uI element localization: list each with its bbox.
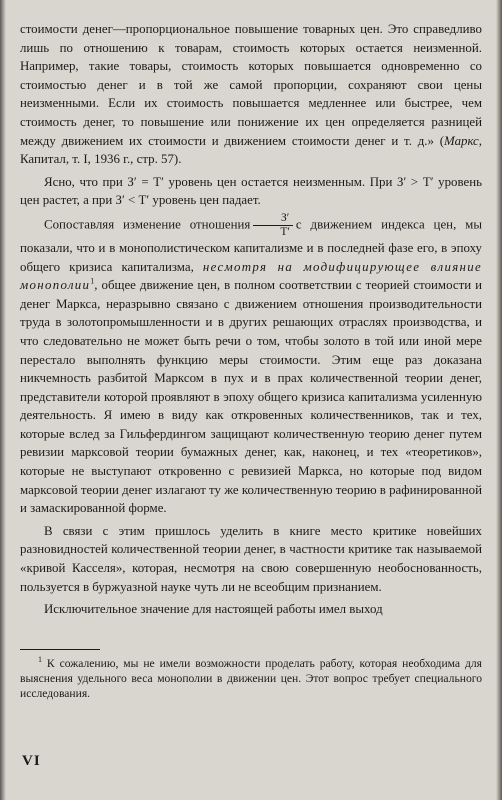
page-number: VI (22, 753, 41, 769)
paragraph-3-lead: Сопоставляя изменение отношения (44, 217, 251, 232)
fraction-denominator: Т′ (280, 225, 290, 238)
paragraph-3-continuation: , общее движение цен, в полном соответствии с теорией стоимости и денег Маркса, неразрывно связано с движением отношения производительности труда в золотопромышленности и в других решающих отраслях производства, и что следовательно не может быть речи о том, чтобы золото в той или иной мере перестало выполнять функцию меры стоимости. Этим еще раз доказана никчемность разбитой Марксом в пух и в прах количественной теории денег, представители которой проявляют в эпоху общего кризиса капитализма усиленную деятельность. Я имею в виду как откровенных количественников, так и тех, которые вслед за Гильфердингом защищают количественную теорию денег путем ревизии марксовой теории бумажных денег, как, наконец, и тех «теоретиков», которые не выступают откровенно с ревизией Маркса, но которые под видом марксовой теории денег излагают ту же количественную теорию в рафинированной и замаскированной форме. (20, 278, 482, 516)
paragraph-4-text: В связи с этим пришлось уделить в книге место критике новейших разновидностей количественной теории денег, в частности критике так называемой «кривой Касселя», которая, несмотря на свою совершенную необоснованность, пользуется в буржуазной науке чуть ли не всеобщим признанием. (20, 523, 482, 594)
footnote (20, 656, 482, 701)
paragraph-2-text: Ясно, что при З′ = Т′ уровень цен остается неизменным. При З′ > Т′ уровень цен растет, а при З′ < Т′ уровень цен падает. (20, 174, 482, 208)
citation-source: , Капитал, т. I, 1936 г., стр. 57). (20, 133, 482, 167)
citation-author: Маркс (444, 133, 479, 148)
fraction-numerator: З′ (253, 212, 293, 226)
emphasized-phrase: несмотря на модифицирующее влияние монополии (20, 259, 482, 293)
ratio-fraction (253, 212, 293, 239)
paragraph-4 (20, 522, 482, 596)
footnote-text: К сожалению, мы не имели возможности проделать работу, которая необходима для выяснения удельного веса монополии в движении цен. Этот вопрос требует специального исследования. (20, 656, 482, 700)
page-edge-left (0, 0, 6, 800)
footnote-reference: 1 (90, 276, 95, 286)
page-edge-right (496, 0, 502, 800)
paragraph-3-text: с движением индекса цен, мы показали, что и в монополистическом капитализме и в последней фазе его, в эпоху общего кризиса капитализма, (20, 217, 482, 274)
paragraph-1-text: стоимости денег—пропорциональное повышение товарных цен. Это справедливо лишь по отношению к товарам, стоимость которых остается неизменной. Например, такие товары, стоимость которых повышается одновременно со стоимостью денег и в той же самой пропорции, сохраняют свои цены неизменными. Если их стоимость повышается медленнее или быстрее, чем стоимость денег, то повышение или понижение их цен определяется разницей между движением их стоимости и движением стоимости денег и т. д.» ( (20, 22, 482, 148)
footnote-divider (20, 649, 100, 650)
footnote-mark: 1 (38, 654, 42, 664)
paragraph-1 (20, 20, 482, 169)
paragraph-5-text: Исключительное значение для настоящей работы имел выход (44, 602, 383, 617)
paragraph-3 (20, 212, 482, 518)
paragraph-5 (20, 600, 482, 619)
paragraph-2 (20, 173, 482, 210)
